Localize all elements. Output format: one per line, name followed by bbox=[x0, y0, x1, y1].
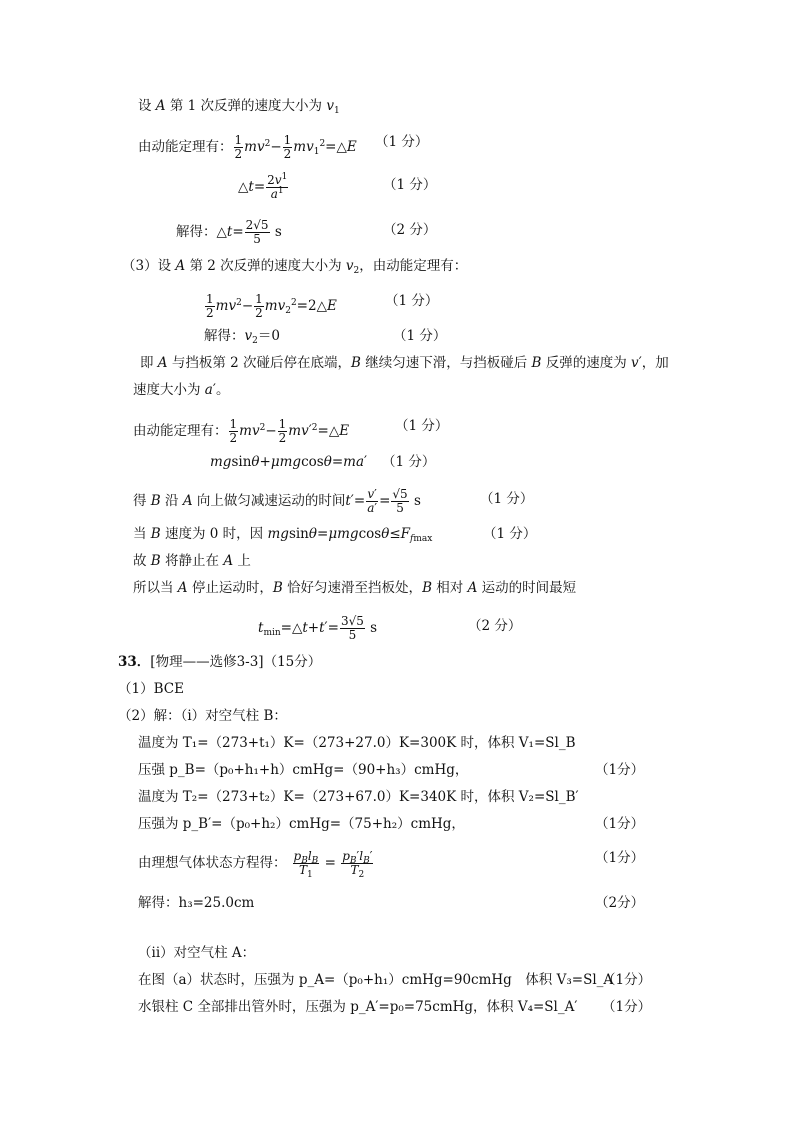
line-v1-def: 设 A 第 1 次反弹的速度大小为 $v_1$ bbox=[138, 98, 340, 116]
line-part3-intro: （3）设 A 第 2 次反弹的速度大小为 $v_2$，由动能定理有： bbox=[122, 258, 468, 276]
line-newton: mgsinθ+μmgcosθ=ma′ bbox=[210, 454, 368, 470]
q33-b-temp2: 温度为 T₂=（273+t₂）K=（273+67.0）K=340K 时，体积 V₂=Sl_B′ bbox=[138, 789, 579, 805]
score-4: （1 分） bbox=[385, 293, 439, 309]
score-13: （1分） bbox=[595, 850, 645, 866]
q33-a-state1: 在图（a）状态时，压强为 p_A=（p₀+h₁）cmHg=90cmHg 体积 V₃=Sl_A bbox=[138, 972, 614, 988]
score-8: （1 分） bbox=[480, 491, 534, 507]
line-para1: 即 A 与挡板第 2 次碰后停在底端，B 继续匀速下滑，与挡板碰后 B 反弹的速度为 v′，加 bbox=[140, 355, 669, 371]
line-conclusion: 所以当 A 停止运动时，B 恰好匀速滑至挡板处，B 相对 A 运动的时间最短 bbox=[133, 580, 577, 596]
line-energy-1: 由动能定理有： $\frac{1}{2}$ $mv^2-$ $\frac{1}{2}$ $mv_1^2=\triangle E$ bbox=[138, 133, 357, 161]
line-solve-v2: 解得：$v_2=0$ bbox=[204, 328, 280, 346]
line-stop-cond: 当 B 速度为 0 时，因 $mgsin\theta=\mu mgcos\theta\le F_{fmax}$ bbox=[133, 526, 433, 544]
q33-a-head: （ii）对空气柱 A： bbox=[138, 945, 256, 961]
score-16: （1分） bbox=[602, 999, 652, 1015]
score-12: （1分） bbox=[595, 816, 645, 832]
score-5: （1 分） bbox=[393, 328, 447, 344]
score-3: （2 分） bbox=[383, 222, 437, 238]
score-10: （2 分） bbox=[468, 618, 522, 634]
q33-b-solve: 解得：h₃=25.0cm bbox=[138, 895, 255, 911]
q33-answer-1: （1）BCE bbox=[118, 681, 184, 697]
score-6: （1 分） bbox=[395, 418, 449, 434]
score-1: （1 分） bbox=[375, 134, 429, 150]
score-14: （2分） bbox=[595, 895, 645, 911]
score-2: （1 分） bbox=[383, 177, 437, 193]
line-hence: 故 B 将静止在 A 上 bbox=[133, 553, 251, 569]
line-time-t: 得 B 沿 A 向上做匀减速运动的时间t′= $\frac{v'}{a'}$ = $\frac{√5}{5}$ s bbox=[133, 487, 421, 515]
q33-gas-law: 由理想气体状态方程得： $\frac{p_Bl_B}{T_1}$ = $\frac{p_B'l_B'}{T_2}$ bbox=[138, 849, 373, 880]
line-para2: 速度大小为 a′。 bbox=[133, 382, 230, 398]
q33-b-pressure2: 压强为 p_B′=（p₀+h₂）cmHg=（75+h₂）cmHg， bbox=[138, 816, 465, 832]
line-energy-2: $\frac{1}{2}$ $mv^2-$ $\frac{1}{2}$ $mv_2^2=2\triangle E$ bbox=[206, 292, 337, 320]
line-tmin: $t_{min}=\triangle t+t'=$ $\frac{3√5}{5}$ s bbox=[258, 614, 378, 642]
score-11: （1分） bbox=[595, 762, 645, 778]
line-solve-1: 解得：△t= $\frac{2√5}{5}$ s bbox=[176, 218, 282, 246]
line-delta-t: △t= $\frac{2v^1}{a^1}$ bbox=[238, 172, 288, 201]
score-15: （1分） bbox=[602, 972, 652, 988]
q33-title: 33．[物理——选修3-3]（15分） bbox=[118, 654, 322, 670]
q33-answer-2-head: （2）解：（i）对空气柱 B： bbox=[118, 708, 287, 724]
q33-a-state2: 水银柱 C 全部排出管外时，压强为 p_A′=p₀=75cmHg，体积 V₄=Sl_A′ bbox=[138, 999, 578, 1015]
q33-b-temp1: 温度为 T₁=（273+t₁）K=（273+27.0）K=300K 时，体积 V₁=Sl_B bbox=[138, 735, 576, 751]
score-7: （1 分） bbox=[382, 454, 436, 470]
line-energy-3: 由动能定理有： $\frac{1}{2}$ $mv^2-$ $\frac{1}{2}$ $mv'^2=\triangle E$ bbox=[133, 417, 350, 445]
score-9: （1 分） bbox=[483, 526, 537, 542]
q33-b-pressure1: 压强 p_B=（p₀+h₁+h）cmHg=（90+h₃）cmHg， bbox=[138, 762, 469, 778]
